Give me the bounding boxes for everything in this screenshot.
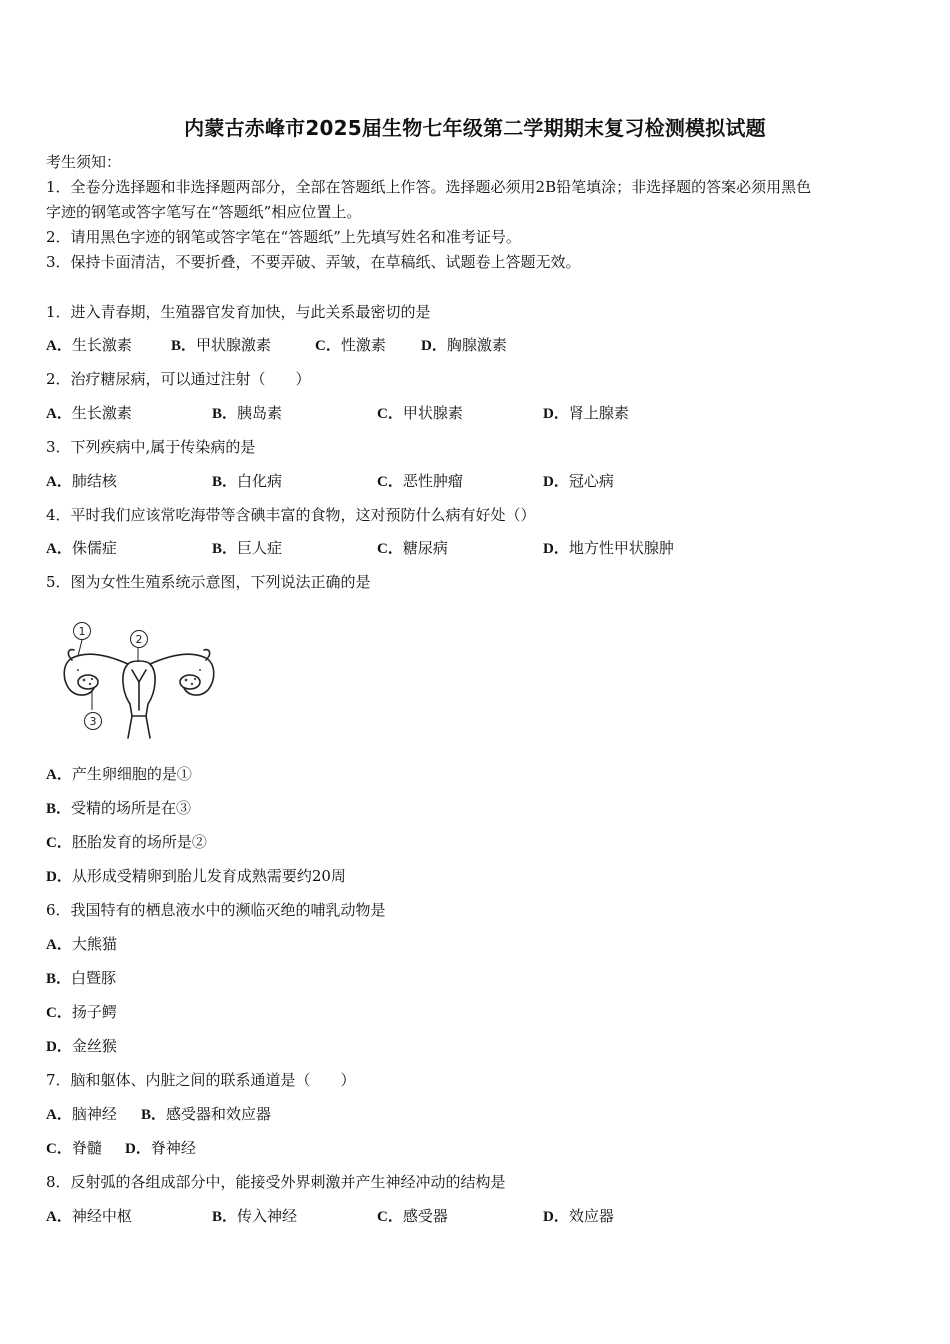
question-5-stem: 5．图为女性生殖系统示意图，下列说法正确的是 bbox=[46, 573, 371, 591]
question-7-stem: 7．脑和躯体、内脏之间的联系通道是（ ） bbox=[46, 1071, 356, 1089]
question-2-option-d: D．肾上腺素 bbox=[543, 404, 629, 422]
question-6-option-d: D．金丝猴 bbox=[46, 1037, 117, 1055]
figure-label-2: 2 bbox=[135, 633, 143, 646]
figure-label-3: 3 bbox=[89, 715, 97, 728]
notice-line: 3．保持卡面清洁，不要折叠，不要弄破、弄皱，在草稿纸、试题卷上答题无效。 bbox=[46, 253, 581, 271]
left-ovary bbox=[78, 675, 98, 689]
notice-line: 2．请用黑色字迹的钢笔或答字笔在“答题纸”上先填写姓名和准考证号。 bbox=[46, 228, 521, 246]
question-5-option-d: D．从形成受精卵到胎儿发育成熟需要约20周 bbox=[46, 867, 346, 885]
question-3-option-d: D．冠心病 bbox=[543, 472, 614, 490]
question-7-option-c: C．脊髓 bbox=[46, 1139, 102, 1157]
question-4-option-d: D．地方性甲状腺肿 bbox=[543, 539, 674, 557]
notice-heading: 考生须知： bbox=[46, 153, 122, 171]
question-5-option-c: C．胚胎发育的场所是② bbox=[46, 833, 207, 851]
question-8-option-d: D．效应器 bbox=[543, 1207, 614, 1225]
question-6-option-c: C．扬子鳄 bbox=[46, 1003, 117, 1021]
question-8-option-a: A．神经中枢 bbox=[46, 1207, 132, 1225]
question-4-option-a: A．侏儒症 bbox=[46, 539, 117, 557]
question-1-option-b: B．甲状腺激素 bbox=[171, 336, 272, 354]
question-5-option-a: A．产生卵细胞的是① bbox=[46, 765, 192, 783]
figure-label-1: 1 bbox=[78, 625, 86, 638]
question-8-stem: 8．反射弧的各组成部分中，能接受外界刺激并产生神经冲动的结构是 bbox=[46, 1173, 506, 1191]
question-2-option-a: A．生长激素 bbox=[46, 404, 132, 422]
question-6-option-a: A．大熊猫 bbox=[46, 935, 117, 953]
question-6-option-b: B．白暨豚 bbox=[46, 969, 117, 987]
question-3-option-b: B．白化病 bbox=[212, 472, 283, 490]
question-3-option-a: A．肺结核 bbox=[46, 472, 117, 490]
question-2-stem: 2．治疗糖尿病，可以通过注射（ ） bbox=[46, 370, 311, 388]
question-1-stem: 1．进入青春期，生殖器官发育加快，与此关系最密切的是 bbox=[46, 303, 431, 321]
left-oviduct bbox=[64, 654, 128, 695]
question-1-option-a: A．生长激素 bbox=[46, 336, 132, 354]
question-4-stem: 4．平时我们应该常吃海带等含碘丰富的食物，这对预防什么病有好处（） bbox=[46, 506, 536, 524]
vagina bbox=[128, 716, 150, 738]
right-ovary bbox=[180, 675, 200, 689]
question-8-option-c: C．感受器 bbox=[377, 1207, 448, 1225]
question-2-option-b: B．胰岛素 bbox=[212, 404, 283, 422]
question-7-option-a: A．脑神经 bbox=[46, 1105, 117, 1123]
exam-title: 内蒙古赤峰市2025届生物七年级第二学期期末复习检测模拟试题 bbox=[184, 116, 766, 140]
question-7-option-d: D．脊神经 bbox=[125, 1139, 196, 1157]
notice-line: 字迹的钢笔或答字笔写在“答题纸”相应位置上。 bbox=[46, 203, 362, 221]
question-4-option-c: C．糖尿病 bbox=[377, 539, 448, 557]
question-3-stem: 3．下列疾病中,属于传染病的是 bbox=[46, 438, 256, 456]
question-8-option-b: B．传入神经 bbox=[212, 1207, 298, 1225]
notice-line: 1．全卷分选择题和非选择题两部分，全部在答题纸上作答。选择题必须用2B铅笔填涂；非选择题的答案必须用黑色 bbox=[46, 178, 812, 196]
right-oviduct bbox=[150, 654, 214, 695]
question-1-option-c: C．性激素 bbox=[315, 336, 386, 354]
question-2-option-c: C．甲状腺素 bbox=[377, 404, 463, 422]
question-3-option-c: C．恶性肿瘤 bbox=[377, 472, 463, 490]
question-5-option-b: B．受精的场所是在③ bbox=[46, 799, 192, 817]
question-6-stem: 6．我国特有的栖息液水中的濒临灭绝的哺乳动物是 bbox=[46, 901, 386, 919]
question-1-option-d: D．胸腺激素 bbox=[421, 336, 507, 354]
question-7-option-b: B．感受器和效应器 bbox=[141, 1105, 272, 1123]
question-4-option-b: B．巨人症 bbox=[212, 539, 283, 557]
female-reproductive-system-diagram bbox=[58, 620, 220, 742]
